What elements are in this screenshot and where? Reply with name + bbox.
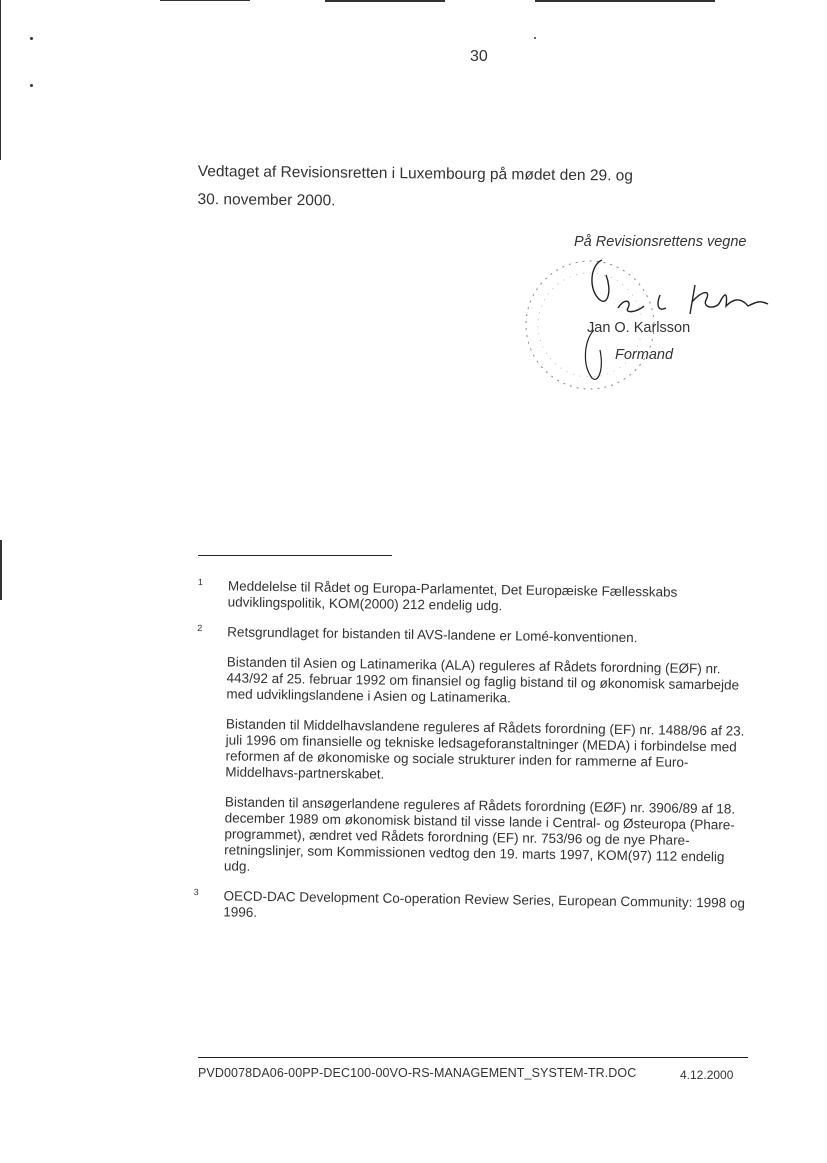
footer-date: 4.12.2000 [680,1068,734,1082]
scan-speck [534,37,536,39]
footnote-paragraph: Retsgrundlaget for bistanden til AVS-landene er Lomé-konventionen. [227,624,638,646]
scan-speck [30,84,33,87]
page-number: 30 [470,48,488,65]
footnotes [193,578,758,942]
signatory-role: Formand [615,347,674,363]
signature-block [520,230,810,410]
footnote-paragraph: Bistanden til Middelhavslandene reguleres af Rådets forordning (EF) nr. 1488/96 af 23. juli 1996 om finansielle og tekniske ledsageforanstaltninger (MEDA) i forbindelse med reformen af de økonomiske og sociale strukturer inden for rammerne af Euro-Middelhavs-partnerskabet. [225,716,745,782]
footnote [194,624,757,882]
scan-left-edge [0,540,2,600]
footnote [193,888,753,928]
footer-file-reference: PVD0078DA06-00PP-DEC100-00VO-RS-MANAGEMENT_SYSTEM-TR.DOC [198,1066,637,1080]
signature-caption: På Revisionsrettens vegne [574,234,747,250]
footnote-number: 2 [197,622,203,634]
signatory-name: Jan O. Karlsson [587,320,691,336]
footnote-paragraph: OECD-DAC Development Co-operation Review Series, European Community: 1998 og 1996. [223,888,746,920]
scan-edge-line [160,0,250,1]
footnote-number: 1 [197,577,204,588]
footer-rule [198,1057,748,1058]
scan-left-edge [0,0,1,160]
scan-speck [30,37,33,40]
footnote-number: 3 [193,886,199,898]
scan-edge-line [325,0,445,2]
footnote-paragraph: Bistanden til Asien og Latinamerika (ALA) reguleres af Rådets forordning (EØF) nr. 443/92 af 25. februar 1992 om finansiel og faglig bistand til og økonomisk samarbejde med udviklingslandene i Asien og Latinamerika. [226,654,740,706]
adoption-line-1: Vedtaget af Revisionsretten i Luxembourg på mødet den 29. og [197,162,634,185]
adoption-statement [197,158,678,219]
footnote [198,578,758,618]
footnote-paragraph: Bistanden til ansøgerlandene reguleres af Rådets forordning (EØF) nr. 3906/89 af 18. december 1989 om økonomisk bistand til visse lande i Central- og Østeuropa (Phare-programmet), ændret ved Rådets forordning (EF) nr. 753/96 og de nye Phare-retningslinjer, som Kommissionen vedtog den 19. marts 1997, KOM(97) 112 endelig udg. [223,794,736,874]
adoption-line-2: 30. november 2000. [197,190,336,210]
footnote-paragraph: Meddelelse til Rådet og Europa-Parlamentet, Det Europæiske Fællesskabs udviklingspolitik, KOM(2000) 212 endelig udg. [227,578,678,614]
scan-edge-line [535,0,715,2]
footnote-separator [198,555,392,556]
